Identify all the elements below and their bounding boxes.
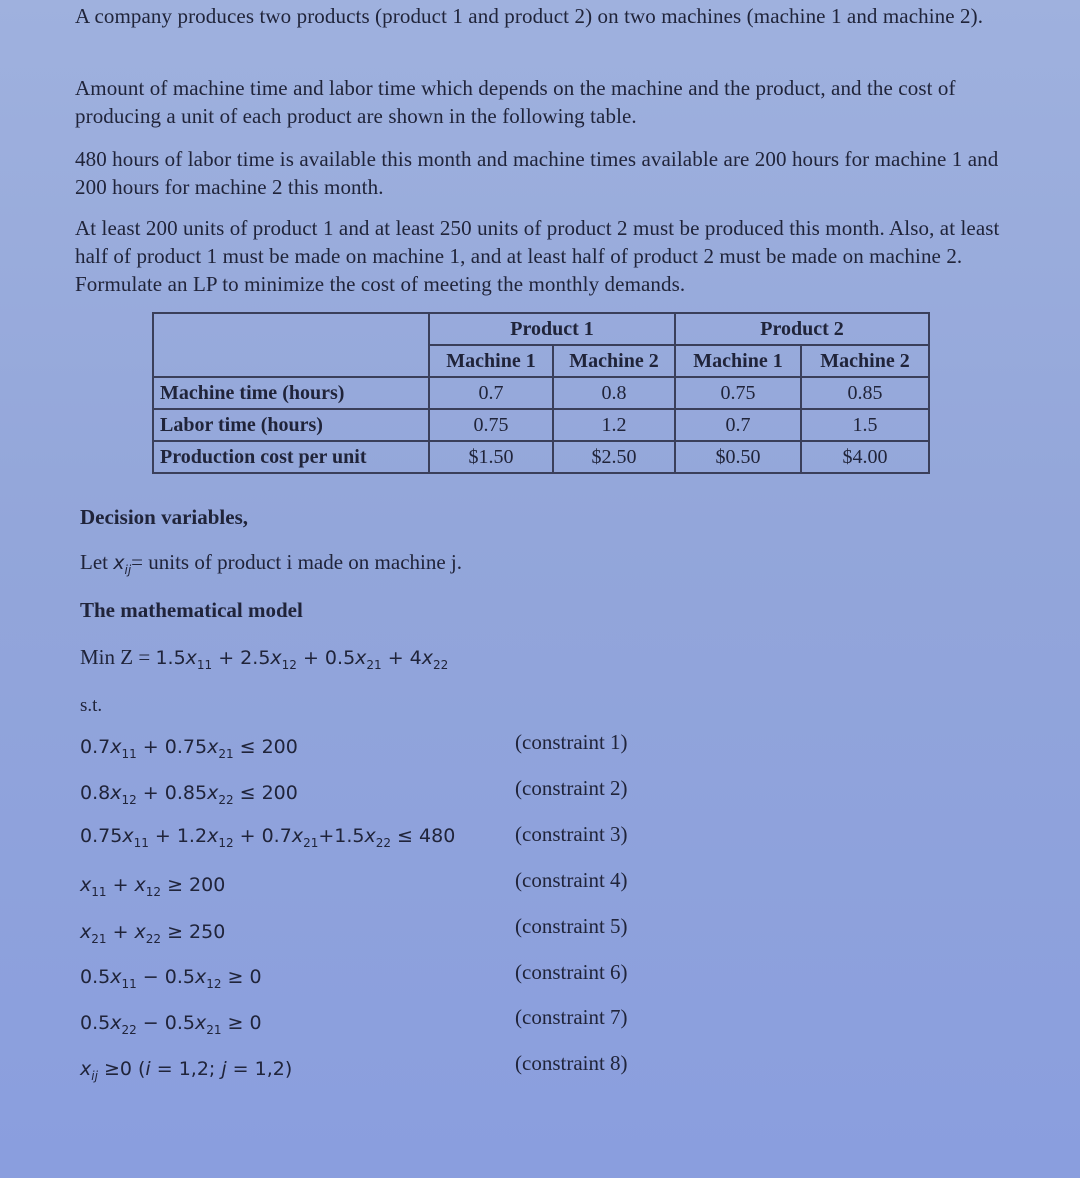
subject-to-label: s.t. — [80, 695, 103, 716]
constraint-8-expression: $x_{ij} \ge 0$ (i = 1,2; j = 1,2) — [80, 1058, 293, 1083]
machine-header: Machine 2 — [553, 345, 675, 377]
constraint-5-expression: $x_{21} + x_{22} \ge 250$ — [80, 921, 226, 946]
constraint-1-expression: $0.7x_{11} + 0.75x_{21} \le 200$ — [80, 736, 298, 761]
table-cell: $0.50 — [675, 441, 801, 473]
row-label: Production cost per unit — [153, 441, 429, 473]
constraint-2-label: (constraint 2) — [515, 776, 628, 800]
data-table — [152, 312, 930, 474]
table-header-row — [153, 313, 929, 345]
constraint-5-label: (constraint 5) — [515, 914, 628, 938]
problem-paragraph-3: 480 hours of labor time is available this month and machine times available are 200 hours for machine 1 and 200 hours for machine 2 this month. — [75, 147, 999, 199]
product-2-header: Product 2 — [675, 313, 929, 345]
table-cell: $4.00 — [801, 441, 929, 473]
table-cell: 1.5 — [801, 409, 929, 441]
let-definition: = units of product i made on machine j. — [131, 550, 463, 574]
constraint-1-label: (constraint 1) — [515, 730, 628, 754]
table-cell: 0.75 — [675, 377, 801, 409]
table-corner-cell — [153, 313, 429, 377]
constraint-8-label: (constraint 8) — [515, 1051, 628, 1075]
objective-expression: $1.5x_{11} + 2.5x_{12} + 0.5x_{21} + 4x_{22}$ — [155, 647, 449, 672]
table-row — [153, 441, 929, 473]
row-label: Labor time (hours) — [153, 409, 429, 441]
table-row — [153, 409, 929, 441]
decision-variables-heading: Decision variables, — [80, 505, 248, 529]
decision-variable-definition — [80, 550, 462, 577]
let-prefix: Let — [80, 550, 108, 574]
table-cell: 0.7 — [429, 377, 553, 409]
variable-symbol: $x_{ij}$ — [113, 552, 132, 577]
constraint-3-expression: $0.75x_{11} + 1.2x_{12} + 0.7x_{21}+1.5x_{22} \le 480$ — [80, 825, 456, 850]
machine-header: Machine 1 — [675, 345, 801, 377]
problem-paragraph-4: At least 200 units of product 1 and at least 250 units of product 2 must be produced this month. Also, at least half of product 1 must be made on machine 1, and at least half of product 2 must be made on machine 2. Formulate an LP to minimize the cost of meeting the monthly demands. — [75, 216, 1000, 296]
constraint-2-expression: $0.8x_{12} + 0.85x_{22} \le 200$ — [80, 782, 298, 807]
objective-function — [80, 645, 448, 672]
table-cell: 1.2 — [553, 409, 675, 441]
problem-paragraph-2: Amount of machine time and labor time which depends on the machine and the product, and the cost of producing a unit of each product are shown in the following table. — [75, 76, 956, 128]
model-heading: The mathematical model — [80, 598, 303, 622]
constraint-4-label: (constraint 4) — [515, 868, 628, 892]
table-cell: $1.50 — [429, 441, 553, 473]
constraint-7-expression: $0.5x_{22} - 0.5x_{21} \ge 0$ — [80, 1012, 262, 1037]
product-1-header: Product 1 — [429, 313, 675, 345]
table-cell: 0.75 — [429, 409, 553, 441]
machine-header: Machine 1 — [429, 345, 553, 377]
constraint-6-label: (constraint 6) — [515, 960, 628, 984]
table-row — [153, 377, 929, 409]
constraint-7-label: (constraint 7) — [515, 1005, 628, 1029]
row-label: Machine time (hours) — [153, 377, 429, 409]
constraint-3-label: (constraint 3) — [515, 822, 628, 846]
constraint-6-expression: $0.5x_{11} - 0.5x_{12} \ge 0$ — [80, 966, 262, 991]
table-cell: $2.50 — [553, 441, 675, 473]
objective-prefix: Min Z = — [80, 645, 151, 669]
table-cell: 0.7 — [675, 409, 801, 441]
problem-paragraph-1: A company produces two products (product 1 and product 2) on two machines (machine 1 and machine 2). — [75, 4, 984, 28]
machine-header: Machine 2 — [801, 345, 929, 377]
constraint-4-expression: $x_{11} + x_{12} \ge 200$ — [80, 874, 226, 899]
table-cell: 0.85 — [801, 377, 929, 409]
table-cell: 0.8 — [553, 377, 675, 409]
